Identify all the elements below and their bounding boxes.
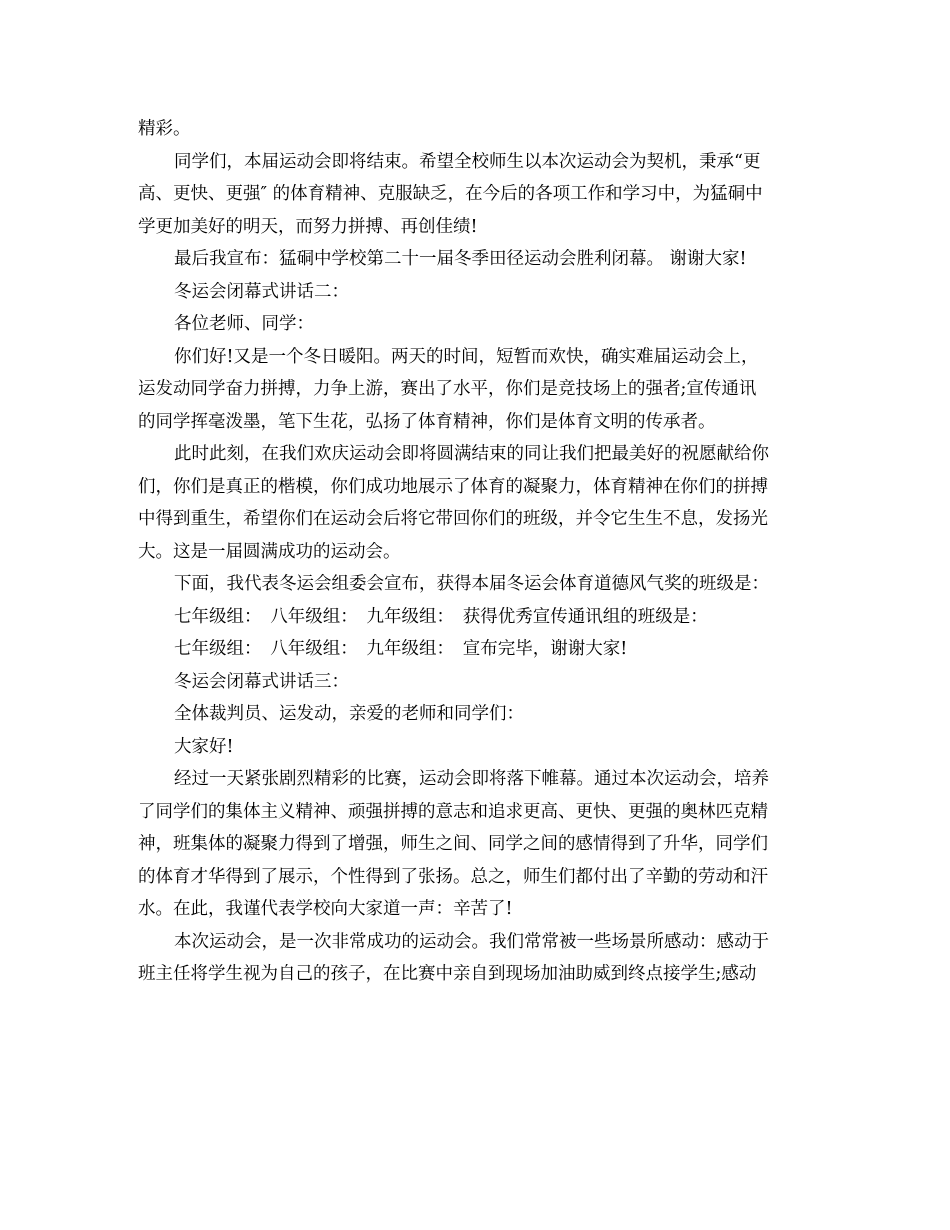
text-line: 七年级组： 八年级组： 九年级组： 宣布完毕，谢谢大家! xyxy=(174,639,628,659)
text-line: 冬运会闭幕式讲话二： xyxy=(174,281,349,302)
text-line: 下面，我代表冬运会组委会宣布，获得本届冬运会体育道德风气奖的班级是： xyxy=(174,574,769,594)
text-line: 学更加美好的明天，而努力拼搏、再创佳绩! xyxy=(138,216,478,237)
text-line: 神，班集体的凝聚力得到了增强，师生之间、同学之间的感情得到了升华，同学们 xyxy=(138,834,768,854)
text-line: 你们好!又是一个冬日暖阳。两天的时间，短暂而欢快，确实难届运动会上， xyxy=(174,346,759,367)
text-line: 全体裁判员、运发动，亲爱的老师和同学们： xyxy=(174,704,524,724)
text-line: 大家好! xyxy=(174,736,234,757)
text-line: 们，你们是真正的楷模，你们成功地展示了体育的凝聚力，体育精神在你们的拼搏 xyxy=(138,476,768,497)
text-line: 最后我宣布：猛硐中学校第二十一届冬季田径运动会胜利闭幕。 谢谢大家! xyxy=(174,249,747,269)
text-line: 的体育才华得到了展示，个性得到了张扬。总之，师生们都付出了辛勤的劳动和汗 xyxy=(138,866,768,887)
text-line: 此时此刻，在我们欢庆运动会即将圆满结束的同让我们把最美好的祝愿献给你 xyxy=(174,444,769,464)
text-line: 冬运会闭幕式讲话三： xyxy=(174,671,349,692)
text-line: 各位老师、同学： xyxy=(174,314,314,334)
text-line: 精彩。 xyxy=(138,119,191,139)
text-line: 同学们，本届运动会即将结束。希望全校师生以本次运动会为契机，秉承“更 xyxy=(174,151,761,172)
document-body xyxy=(138,113,814,991)
text-line: 水。在此，我谨代表学校向大家道一声：辛苦了! xyxy=(138,899,513,919)
text-line: 大。这是一届圆满成功的运动会。 xyxy=(138,541,401,562)
text-line: 了同学们的集体主义精神、顽强拼搏的意志和追求更高、更快、更强的奥林匹克精 xyxy=(138,801,768,822)
text-line: 运发动同学奋力拼搏，力争上游，赛出了水平，你们是竞技场上的强者;宣传通讯 xyxy=(138,379,757,399)
text-line: 的同学挥毫泼墨，笔下生花，弘扬了体育精神，你们是体育文明的传承者。 xyxy=(138,411,716,432)
text-line: 本次运动会，是一次非常成功的运动会。我们常常被一些场景所感动：感动于 xyxy=(174,931,769,952)
text-line: 中得到重生，希望你们在运动会后将它带回你们的班级，并令它生生不息，发扬光 xyxy=(138,509,768,529)
text-line: 经过一天紧张剧烈精彩的比赛，运动会即将落下帷幕。通过本次运动会，培养 xyxy=(174,769,769,789)
text-line: 班主任将学生视为自己的孩子，在比赛中亲自到现场加油助威到终点接学生;感动 xyxy=(138,964,757,984)
text-line: 七年级组： 八年级组： 九年级组： 获得优秀宣传通讯组的班级是： xyxy=(174,606,708,627)
text-line: 高、更快、更强″ 的体育精神、克服缺乏，在今后的各项工作和学习中，为猛硐中 xyxy=(138,184,763,204)
